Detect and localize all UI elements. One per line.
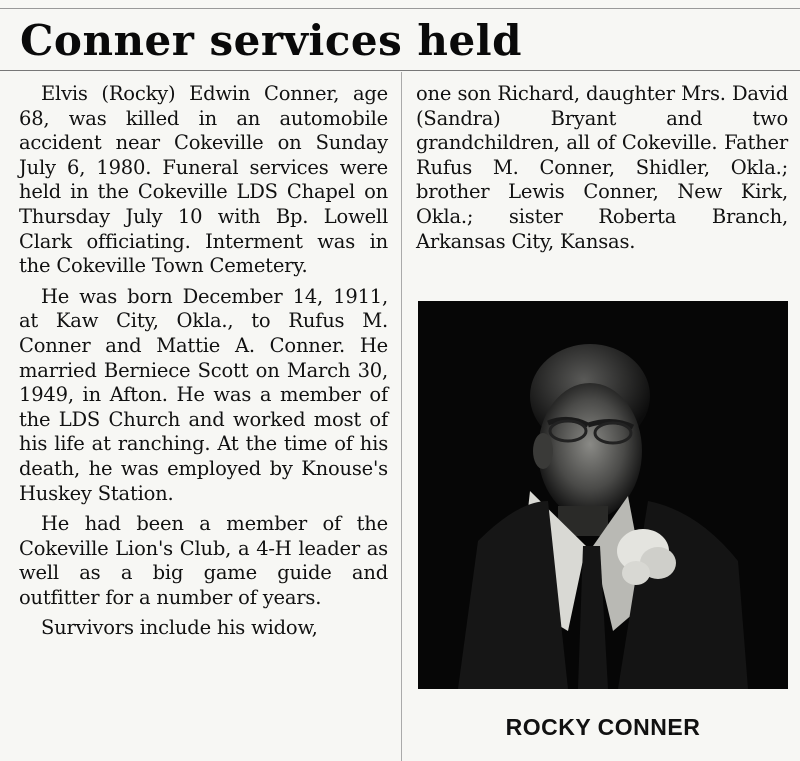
portrait-image [418, 301, 788, 689]
paragraph-3: He had been a member of the Cokeville Lion's Club, a 4-H leader as well as a big game guide and outfitter for a number of years. [19, 512, 388, 609]
left-column [19, 82, 388, 647]
paragraph-2: He was born December 14, 1911, at Kaw City, Okla., to Rufus M. Conner and Mattie A. Conner. He married Berniece Scott on March 30, 1949, in Afton. He was a member of the LDS Church and worked most of his life at ranching. At the time of his death, he was employed by Knouse's Huskey Station. [19, 284, 388, 505]
headline: Conner services held [20, 16, 522, 65]
portrait-photo [418, 301, 788, 689]
column-divider [401, 72, 402, 761]
paragraph-4: Survivors include his widow, [41, 616, 318, 640]
top-rule [0, 8, 800, 9]
right-column [416, 82, 788, 260]
headline-rule [0, 70, 800, 71]
photo-caption: ROCKY CONNER [505, 714, 701, 740]
paragraph-5: one son Richard, daughter Mrs. David (Sandra) Bryant and two grandchildren, all of Cokeville. Father Rufus M. Conner, Shidler, Okla.; brother Lewis Conner, New Kirk, Okla.; sister Roberta Branch, Arkansas City, Kansas. [416, 82, 788, 253]
paragraph-1: Elvis (Rocky) Edwin Conner, age 68, was killed in an automobile accident near Cokeville on Sunday July 6, 1980. Funeral services were held in the Cokeville LDS Chapel on Thursday July 10 with Bp. Lowell Clark officiating. Interment was in the Cokeville Town Cemetery. [19, 82, 388, 278]
